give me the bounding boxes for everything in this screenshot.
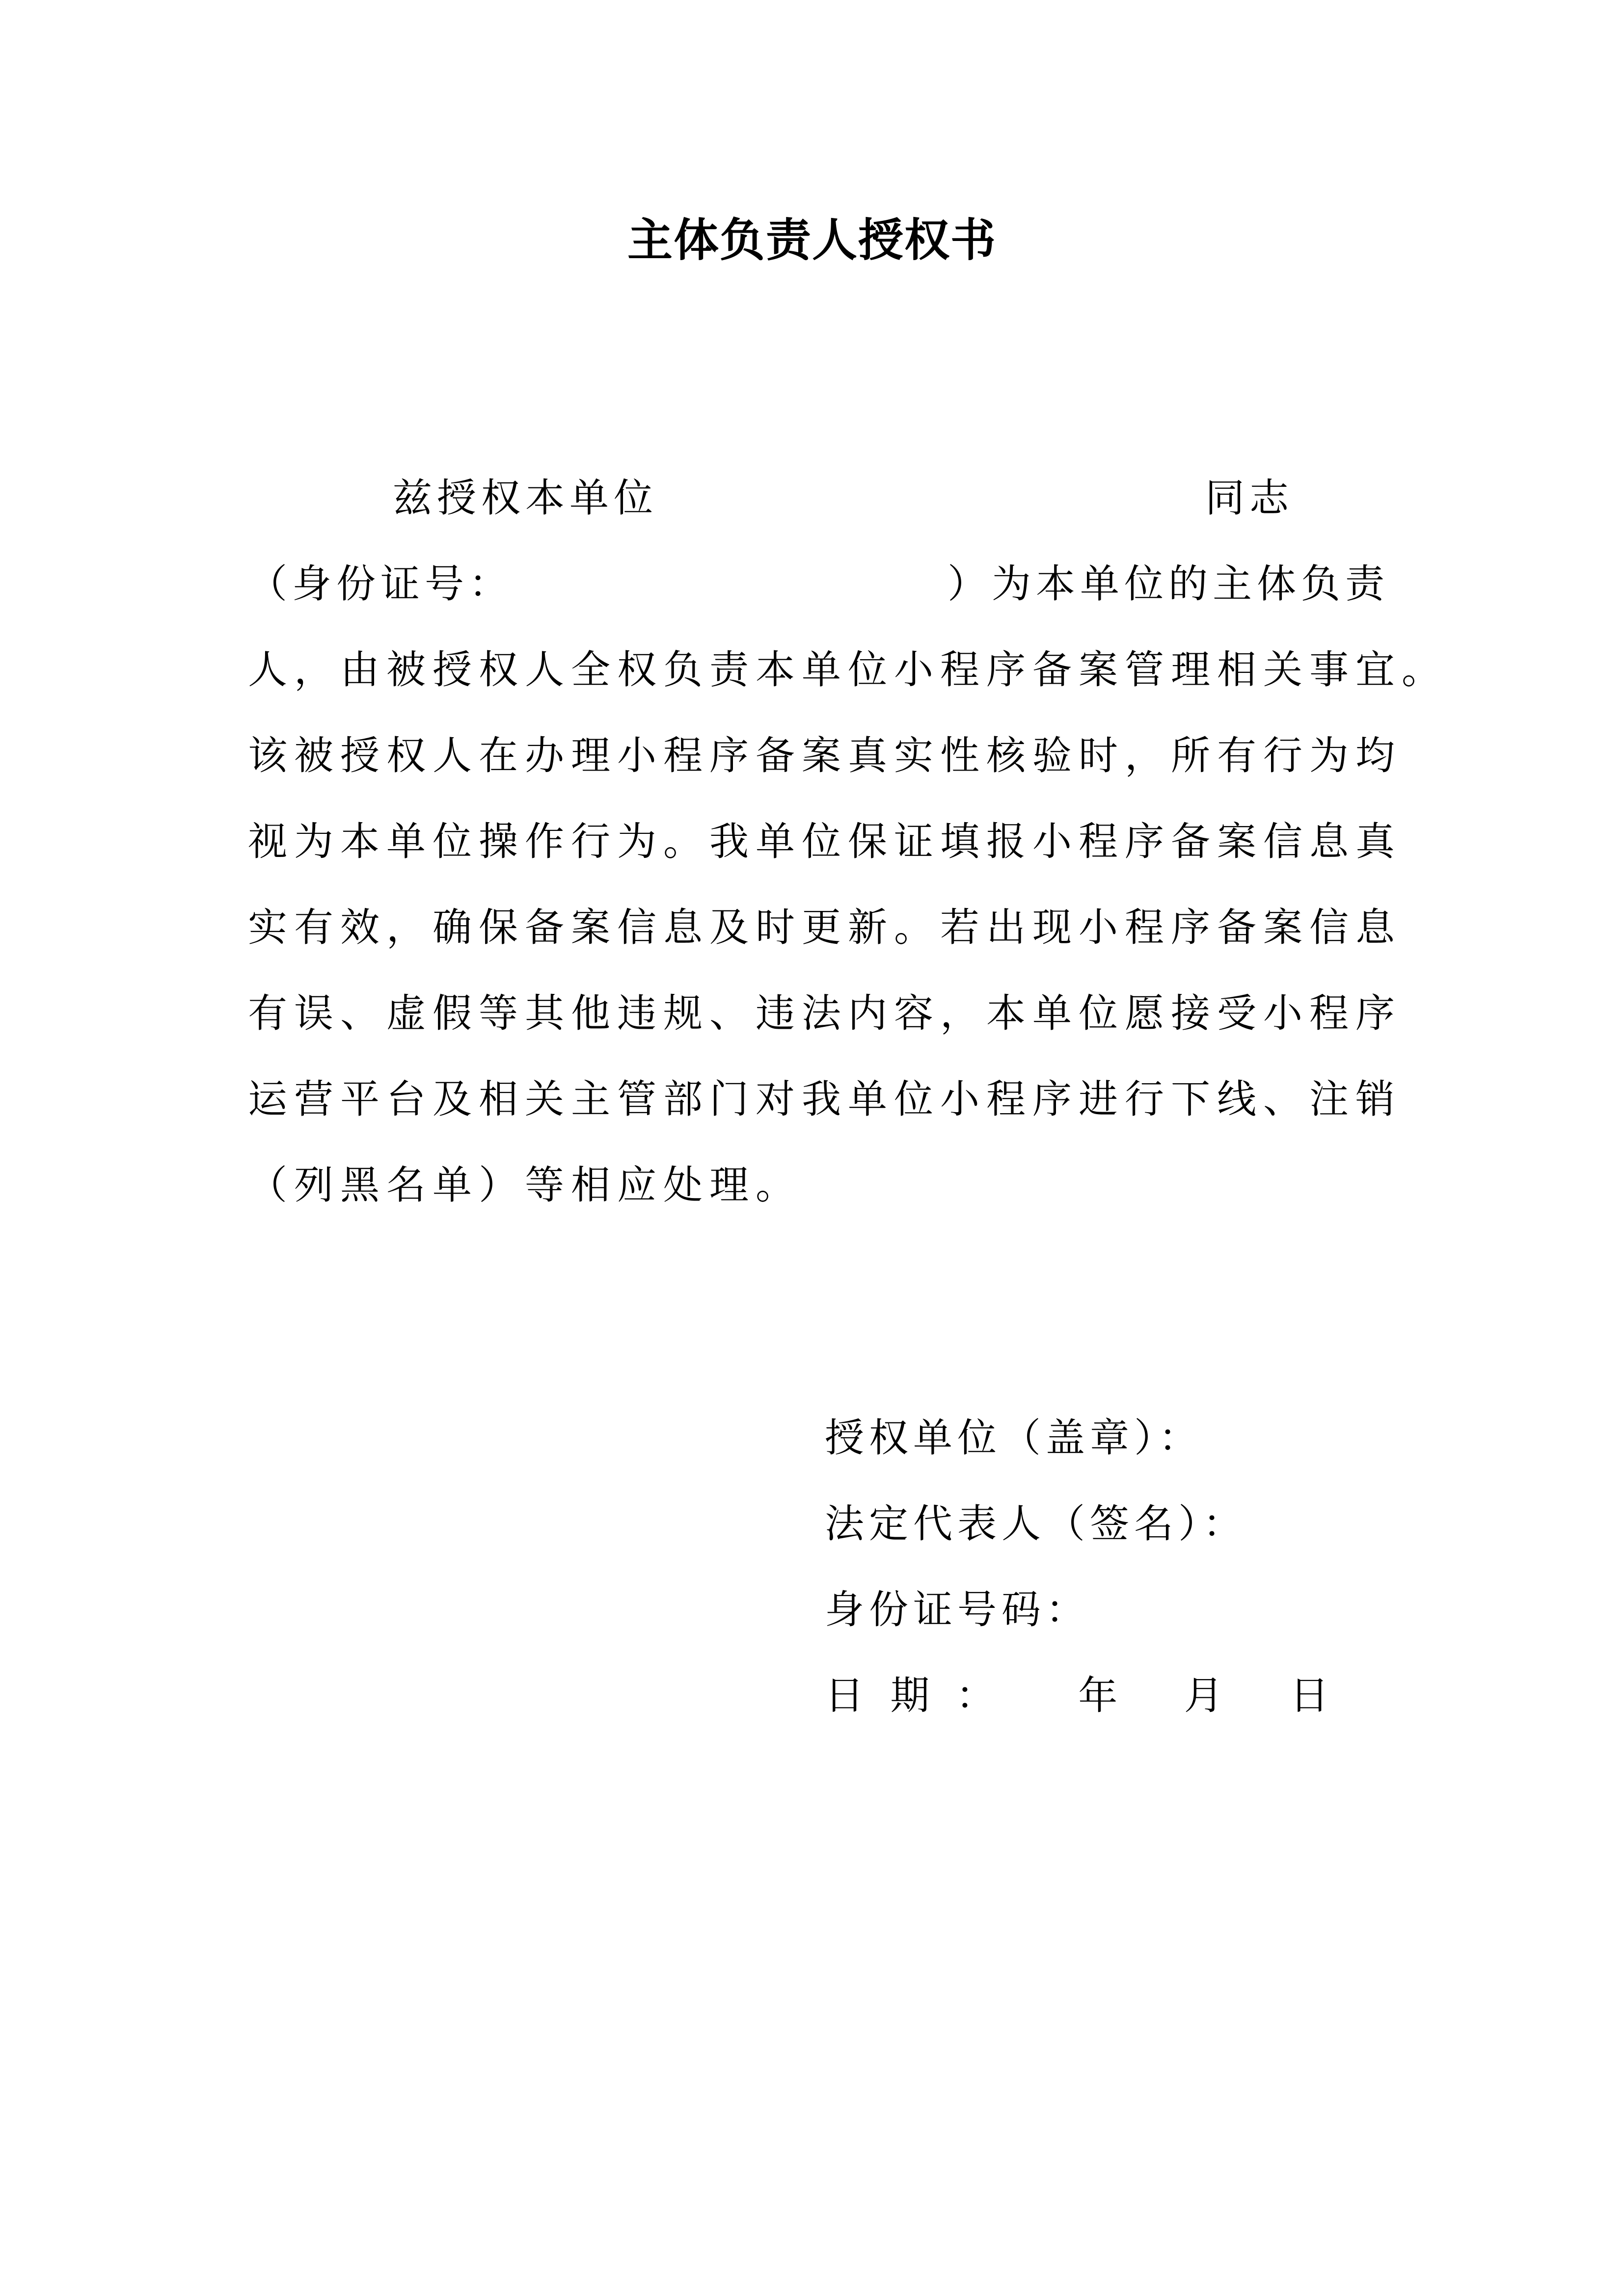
sig-date-row [825, 1669, 1334, 1723]
body-line1-end: 同志 [1205, 475, 1294, 521]
sig-date-day: 日 [1290, 1673, 1334, 1718]
body-line1-start: 兹授权本单位 [393, 475, 658, 521]
sig-date-year: 年 [1078, 1673, 1123, 1718]
body-line: 有误、虚假等其他违规、违法内容，本单位愿接受小程序 [248, 990, 1402, 1036]
body-line: 实有效，确保备案信息及时更新。若出现小程序备案信息 [248, 905, 1402, 950]
body-line: 运营平台及相关主管部门对我单位小程序进行下线、注销 [248, 1076, 1402, 1122]
sig-date-month: 月 [1184, 1673, 1228, 1718]
body-line: 视为本单位操作行为。我单位保证填报小程序备案信息真 [248, 819, 1402, 864]
sig-unit-label: 授权单位（盖章）： [825, 1415, 1203, 1461]
sig-legal-rep-label: 法定代表人（签名）： [825, 1501, 1247, 1547]
sig-date-label: 日 期 ： [825, 1673, 1002, 1718]
body-line: 人，由被授权人全权负责本单位小程序备案管理相关事宜。 [248, 647, 1448, 693]
body-line: 该被授权人在办理小程序备案真实性核验时，所有行为均 [248, 733, 1402, 778]
document-title: 主体负责人授权书 [627, 214, 997, 267]
sig-id-label: 身份证号码： [825, 1587, 1090, 1632]
body-line2-end: ）为本单位的主体负责 [947, 561, 1389, 607]
body-line: （列黑名单）等相应处理。 [248, 1162, 802, 1208]
body-line2-start: （身份证号： [248, 561, 513, 607]
